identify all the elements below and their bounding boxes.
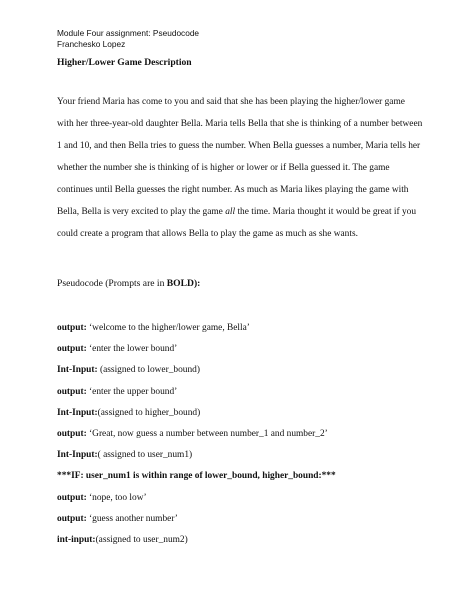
paragraph-line: with her three-year-old daughter Bella. Maria tells Bella that she is thinking of a number between — [57, 119, 423, 129]
pseudocode-line — [57, 448, 336, 469]
paragraph-line — [57, 205, 429, 227]
keyword: Int-Input: — [57, 450, 98, 461]
keyword: output: — [57, 386, 87, 397]
pseudocode-line — [57, 406, 336, 427]
code-text: (assigned to lower_bound) — [97, 365, 200, 376]
paragraph-line: Your friend Maria has come to you and said that she has been playing the higher/lower game — [57, 97, 405, 107]
paragraph-line: continues until Bella guesses the right number. As much as Maria likes playing the game with — [57, 185, 409, 195]
pseudocode-line — [57, 427, 336, 448]
keyword: output: — [57, 492, 87, 503]
paragraph-line: could create a program that allows Bella to play the game as much as she wants. — [57, 229, 358, 239]
code-text: (assigned to higher_bound) — [97, 407, 201, 418]
keyword: output: — [57, 344, 87, 355]
keyword: output: — [57, 323, 87, 333]
author-name: Franchesko Lopez — [57, 39, 126, 49]
pseudocode-line — [57, 491, 336, 512]
document-header — [57, 28, 199, 50]
code-text: ( assigned to user_num1) — [97, 450, 193, 461]
pseudocode-line — [57, 385, 336, 406]
pseudocode-line — [57, 342, 336, 363]
pseudocode-line — [57, 533, 336, 554]
pseudocode-block — [57, 321, 336, 554]
keyword: int-input: — [57, 534, 96, 545]
keyword: Int-Input: — [57, 407, 98, 418]
code-text: ‘welcome to the higher/lower game, Bella’ — [86, 323, 250, 333]
code-text: ‘Great, now guess a number between number_1 and number_2’ — [86, 428, 328, 439]
italic-emphasis: all — [225, 207, 236, 217]
assignment-title-line: Module Four assignment: Pseudocode — [57, 28, 200, 38]
code-text: ‘guess another number’ — [86, 513, 178, 524]
heading-bold-text: BOLD): — [166, 278, 201, 289]
pseudocode-line — [57, 321, 336, 342]
description-paragraph — [57, 95, 429, 249]
pseudocode-line — [57, 512, 336, 533]
keyword: output: — [57, 513, 87, 524]
code-text: ‘enter the upper bound’ — [86, 386, 178, 397]
pseudocode-heading — [57, 278, 200, 289]
pseudocode-line: ***IF: user_num1 is within range of lower_bound, higher_bound:*** — [57, 471, 336, 482]
code-text: ‘enter the lower bound’ — [86, 344, 178, 355]
pseudocode-line — [57, 363, 336, 384]
paragraph-line: 1 and 10, and then Bella tries to guess the number. When Bella guesses a number, Maria tells her — [57, 141, 421, 151]
text-run: Bella, Bella is very excited to play the game — [57, 207, 226, 217]
section-title: Higher/Lower Game Description — [57, 57, 192, 68]
code-text: (assigned to user_num2) — [95, 534, 188, 545]
keyword: output: — [57, 428, 87, 439]
text-run: the time. Maria thought it would be great if you — [235, 207, 417, 217]
paragraph-line: whether the number she is thinking of is higher or lower or if Bella guessed it. The game — [57, 163, 390, 173]
code-text: ‘nope, too low’ — [86, 492, 147, 503]
keyword: Int-Input: — [57, 365, 98, 376]
heading-text: Pseudocode (Prompts are in — [57, 278, 167, 289]
